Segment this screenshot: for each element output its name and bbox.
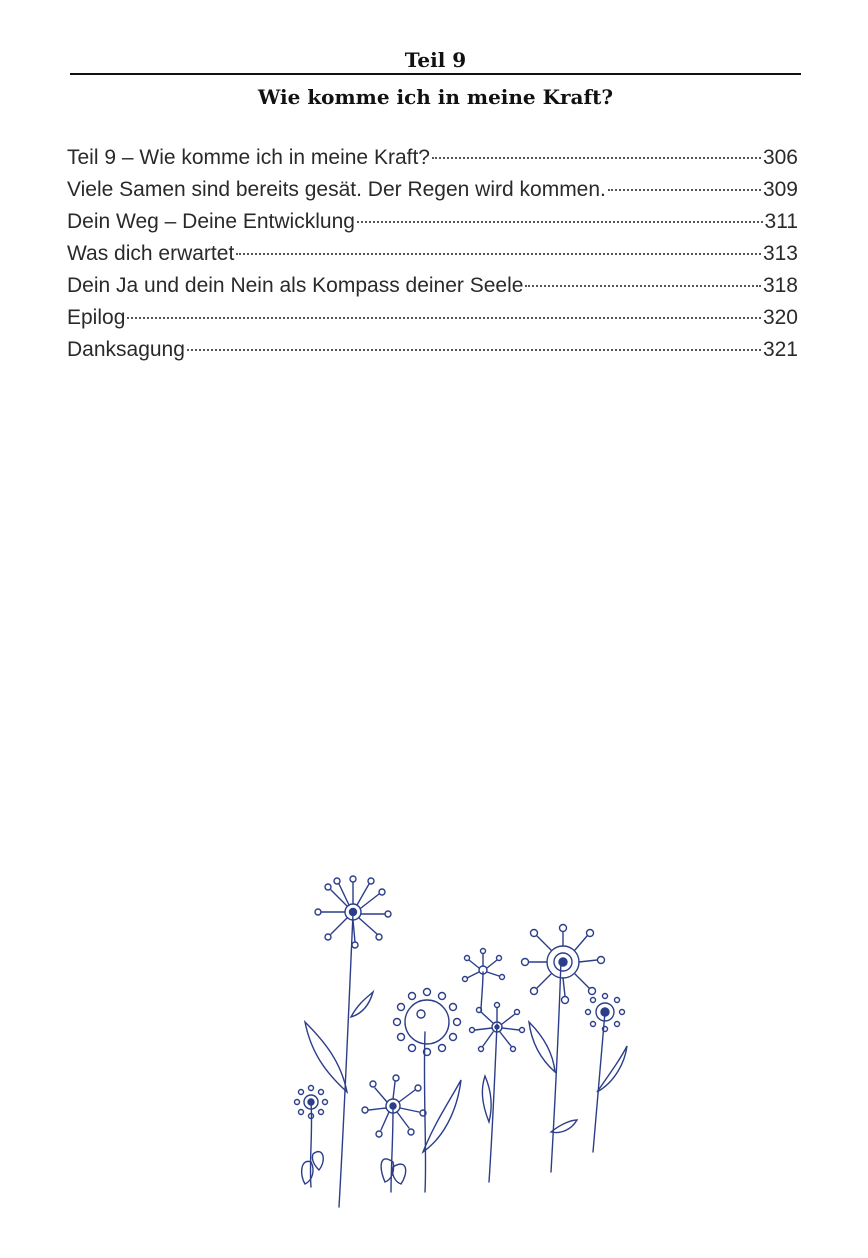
toc-entry[interactable] xyxy=(67,334,798,366)
toc-entry[interactable] xyxy=(67,270,798,302)
toc-dot-leader xyxy=(187,349,761,351)
toc-entry-title: Epilog xyxy=(67,306,126,329)
toc-entry[interactable] xyxy=(67,174,798,206)
toc-dot-leader xyxy=(525,285,761,287)
toc-page-number: 321 xyxy=(762,338,798,361)
toc-entry[interactable] xyxy=(67,142,798,174)
toc-entry-title: Was dich erwartet xyxy=(67,242,235,265)
toc-entry-title: Danksagung xyxy=(67,338,185,361)
flower-illustration xyxy=(275,862,643,1212)
toc-page-number: 313 xyxy=(762,242,798,265)
toc-entry-title: Teil 9 – Wie komme ich in meine Kraft? xyxy=(67,146,430,169)
toc-dot-leader xyxy=(236,253,761,255)
toc-entry-title: Dein Ja und dein Nein als Kompass deiner Seele xyxy=(67,274,524,297)
toc-page-number: 306 xyxy=(762,146,798,169)
toc-dot-leader xyxy=(127,317,761,319)
toc-page-number: 318 xyxy=(762,274,798,297)
toc-entry[interactable] xyxy=(67,206,798,238)
page-header xyxy=(70,48,801,110)
title-divider xyxy=(70,73,801,75)
toc-page-number: 320 xyxy=(762,306,798,329)
toc-entry[interactable] xyxy=(67,238,798,270)
toc-entry-title: Viele Samen sind bereits gesät. Der Regen wird kommen. xyxy=(67,178,606,201)
table-of-contents xyxy=(67,142,798,366)
toc-page-number: 309 xyxy=(762,178,798,201)
toc-entry[interactable] xyxy=(67,302,798,334)
toc-entry-title: Dein Weg – Deine Entwicklung xyxy=(67,210,355,233)
toc-dot-leader xyxy=(432,157,761,159)
toc-dot-leader xyxy=(357,221,763,223)
toc-dot-leader xyxy=(608,189,761,191)
part-title: Teil 9 xyxy=(404,48,467,72)
chapter-title: Wie komme ich in meine Kraft? xyxy=(257,85,614,109)
toc-page-number: 311 xyxy=(764,210,798,233)
flower-drawing-icon xyxy=(275,862,643,1212)
